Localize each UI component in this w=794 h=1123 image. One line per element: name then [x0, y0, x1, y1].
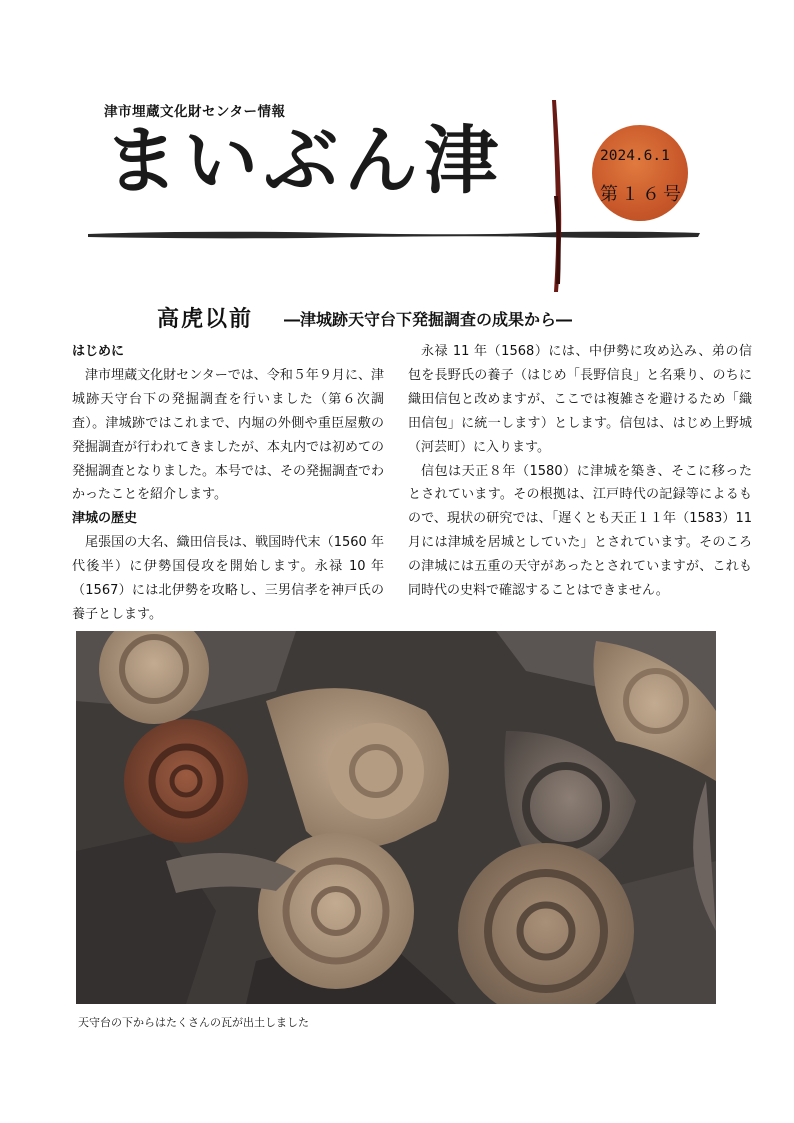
section-heading-intro: はじめに [72, 344, 125, 359]
intro-paragraph: 津市埋蔵文化財センターでは、令和５年９月に、津城跡天守台下の発掘調査を行いました（第６次調査）。津城跡ではこれまで、内堀の外側や重臣屋敷の発掘調査が行われてきましたが、本丸内では初めての発掘調査となりました。本号では、その発掘調査でわかったことを紹介します。 [72, 367, 385, 503]
left-column [72, 340, 384, 627]
history-paragraph-3: 信包は天正８年（1580）に津城を築き、そこに移ったとされています。その根拠は、江戸時代の記録等によるもので、現状の研究では、「遅くとも天正１１年（1583）11 月には津城を居城としていた」とされています。そのころの津城には五重の天守があったとされていますが、これも同時代の史料で確認することはできません。 [408, 463, 752, 599]
photo-caption: 天守台の下からはたくさんの瓦が出土しました [78, 1016, 309, 1029]
section-heading-history: 津城の歴史 [72, 511, 138, 527]
roof-tiles-illustration [76, 631, 716, 1004]
issue-number: 第１６号 [600, 184, 684, 205]
history-paragraph-2: 永禄 11 年（1568）には、中伊勢に攻め込み、弟の信包を長野氏の養子（はじめ「長野信良」と名乗り、のちに織田信包と改めますが、ここでは複雑さを避けるため「織田信包」に統一します）とします。信包は、はじめ上野城（河芸町）に入ります。 [408, 344, 752, 455]
right-column [408, 340, 752, 603]
issue-date: 2024.6.1 [600, 148, 670, 164]
newsletter-logo: まいぶん津 [104, 118, 504, 204]
article-title: 高虎以前 [157, 307, 254, 332]
article-subtitle: ―津城跡天守台下発掘調査の成果から― [284, 310, 573, 329]
roof-tiles-photo [76, 631, 716, 1004]
organization-name: 津市埋蔵文化財センター情報 [104, 104, 286, 120]
history-paragraph-1: 尾張国の大名、織田信長は、戦国時代末（1560 年代後半）に伊勢国侵攻を開始します。永禄 10 年（1567）には北伊勢を攻略し、三男信孝を神戸氏の養子とします。 [72, 535, 384, 622]
issue-badge [592, 125, 688, 221]
